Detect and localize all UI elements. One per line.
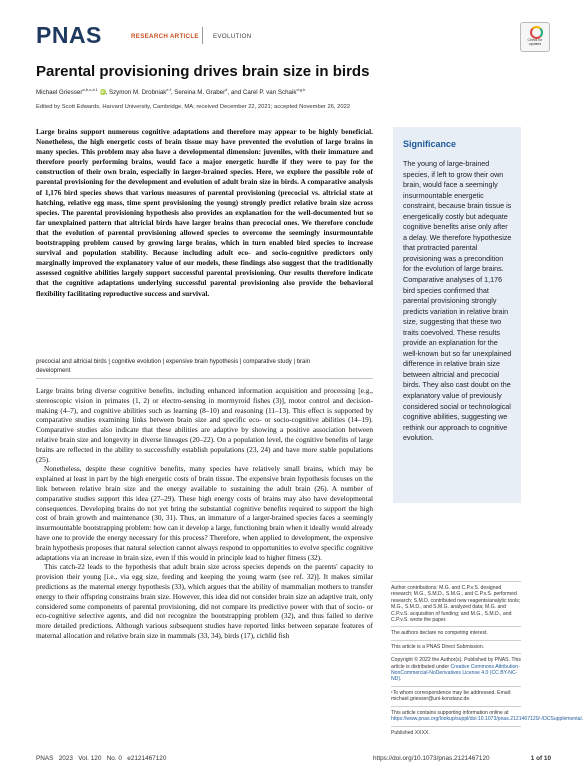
author-affiliation: e,f (166, 87, 171, 92)
supporting-link[interactable]: https://www.pnas.org/lookup/suppl/doi:10.1073/pnas.2121467120/-/DCSupplemental. (391, 716, 583, 723)
author-name[interactable]: , Sereina M. Graber (170, 89, 226, 97)
author-contributions: Author contributions: M.G. and C.P.v.S. designed research; M.G., S.M.D., S.M.G., and C.P.v.S. performed research; S.M.D. contributed new reagents/analytic tools; M.G., S.M.D., and S.M.G. analyzed data; M.G. and C.P.v.S. acquisition of funding; and M.G., S.M.D., and C.P.v.S. wrote the paper. (391, 581, 521, 623)
article-category: RESEARCH ARTICLE (131, 33, 199, 40)
author-name[interactable]: Michael Griesser (36, 89, 83, 97)
author-affiliation: a,b,c,d,1 (82, 87, 98, 92)
competing-interest: The authors declare no competing interest. (391, 626, 521, 636)
doi-link[interactable]: https://doi.org/10.1073/pnas.2121467120 (373, 755, 490, 762)
article-title: Parental provisioning drives brain size in birds (36, 63, 370, 80)
supporting-info (391, 706, 583, 723)
correspondence: ¹To whom correspondence may be addressed. Email: michael.griesser@uni-konstanz.de. (391, 686, 521, 703)
keywords-divider (36, 378, 373, 379)
copyright-text: Copyright © 2022 the Author(s). Published by PNAS. This article is distributed under (391, 657, 521, 670)
copyright-notice (391, 653, 521, 683)
page-number: 1 of 10 (530, 755, 551, 762)
author-name[interactable]: , Szymon M. Drobniak (105, 89, 167, 97)
article-section: EVOLUTION (213, 33, 252, 40)
keywords: precocial and altricial birds | cognitive evolution | expensive brain hypothesis | comparative study | brain development (36, 359, 311, 374)
body-paragraph: Nonetheless, despite these cognitive benefits, many species have relatively small brains, which may be explained at least in part by the high energetic costs of brain tissue. The expensive brain hypothesis focuses on the link between relative brain size and the energy available to sustaining the adult brain (26). A number of comparative studies support this idea (27–29). These high energy costs of brains may also have developmental consequences. Developing brains do not yet bring the substantial cognitive benefits required to support the high cost of brain growth and maintenance (30, 31). Thus, an immature of a larger-brained species faces a seemingly insurmountable bootstrapping problem: how can it develop a large, functioning brain when it ideally would already have one to provide the energy necessary for this process? Therefore, when applied to development, the expensive brain hypothesis proposes that natural selection cannot always respond to opportunities to evolve specific cognitive adaptations via an increase in brain size, even if this would in principle lead to higher fitness (32). (36, 464, 373, 562)
body-paragraph: This catch-22 leads to the hypothesis that adult brain size across species depends on the parents' capacity to provision their young [i.e., via egg size, feeding and keeping the young warm (see ref. 32)]. It makes similar predictions as the maternal energy hypothesis (33), which argues that the ability of mammalian mothers to transfer energy to their offspring constrains brain size. However, this idea did not consider brain size an adaptive trait, only considered some components of parental provisioning, did not compare its predictive power with that of socio- or eco-cognitive selective agents, and did not recognize the bootstrapping problem (32), and thus failed to derive more detailed predictions. Although various subsequent studies have reported links between separate features of maternal allocation and relative brain size in mammals (33, 34), birds (17), cichlid fish (36, 562, 373, 640)
footer-citation: PNAS 2023 Vol. 120 No. 0 e2121467120 (36, 755, 167, 762)
journal-logo: PNAS (36, 22, 102, 48)
main-text (36, 386, 373, 641)
author-list (36, 87, 305, 96)
author-affiliation: d,g,h (296, 87, 306, 92)
significance-text: The young of large-brained species, if left to grow their own brain, would face a seemingly insurmountable energetic constraint, because brain tissue is energetically costly but adequate cognitive benefits arise only after a delay. We therefore hypothesize that protracted parental provisioning was a precondition for the evolution of large brains. Comparative analyses of 1,176 bird species confirmed that parental provisioning strongly predicts variation in relative brain size, suggesting that these two traits coevolved. These results provide an explanation for the well-known but so far unexplained difference in relative brain size between altricial and precocial birds. They also cast doubt on the explanatory value of previously considered social or technological cognitive abilities, suggesting we rethink our approach to cognitive evolution. (403, 159, 512, 443)
author-affiliation: d (225, 87, 228, 92)
significance-box (393, 127, 521, 503)
license-link[interactable]: Creative Commons Attribution-NonCommercial-NoDerivatives License 4.0 (CC BY-NC-ND). (391, 663, 520, 683)
header-divider (202, 27, 203, 44)
direct-submission: This article is a PNAS Direct Submission. (391, 640, 521, 650)
check-for-updates-badge[interactable] (520, 22, 550, 52)
published-date: Published XXXX. (391, 726, 521, 736)
supporting-text: This article contains supporting information online at (391, 709, 509, 716)
editorial-info: Edited by Scott Edwards, Harvard University, Cambridge, MA; received December 22, 2021; accepted November 26, 2022 (36, 104, 351, 110)
check-updates-label: Check for updates (527, 38, 543, 46)
body-paragraph: Large brains bring diverse cognitive benefits, including enhanced information acquisition and processing [e.g., stereoscopic vision in primates (1, 2) or electro-sensing in mormyroid fishes (3)], motor control and decision-making (4–7), and cognitive abilities such as learning (8–10) and reasoning (11–13). This effect is supported by comparative studies examining links between brain size and specific eco- or socio-cognitive abilities (14–19). Comparative studies also indicate that these abilities are adaptive by showing a positive association between relative brain size and longevity in diverse lineages (20–22). On a population level, the cognitive benefits of large brains are reflected in the ability to successfully establish populations (23, 24) and have more stable populations (25). (36, 386, 373, 464)
abstract: Large brains support numerous cognitive adaptations and therefore may appear to be highly beneficial. Nonetheless, the high energetic costs of brain tissue may have prevented the evolution of large brains in many species. This problem may also have a developmental dimension: juveniles, with their immature and therefore poorly performing brains, would face a major energetic hurdle if they were to pay for the construction of their own brain, especially in larger-brained species. Here, we explore the possible role of parental provisioning for the development and evolution of adult brain size in birds. A comparative analysis of 1,176 bird species shows that various measures of parental provisioning (precocial vs. altricial state at hatching, relative egg mass, time spent provisioning the young) strongly predict relative brain size across species. The parental provisioning hypothesis also provides an explanation for the well-documented but so far unexplained pattern that altricial birds have larger brains than precocial ones. We therefore conclude that the evolution of parental provisioning allowed species to overcome the seemingly insurmountable bootstrapping problem caused by growing large brains, which in turn enabled bird species to increase survival and population stability. Because including adult eco- and socio-cognitive predictors only marginally improved the explanatory value of our models, these findings also suggest that the traditionally assessed cognitive abilities largely support successful parental provisioning. Our results therefore indicate that the cognitive adaptations underlying successful parental provisioning also provide the behavioral flexibility facilitating reproductive success and survival. (36, 127, 373, 298)
significance-heading: Significance (403, 139, 457, 149)
author-name[interactable]: , and Carel P. van Schaik (227, 89, 297, 97)
article-notes (391, 581, 583, 739)
orcid-icon[interactable]: iD (100, 89, 105, 95)
